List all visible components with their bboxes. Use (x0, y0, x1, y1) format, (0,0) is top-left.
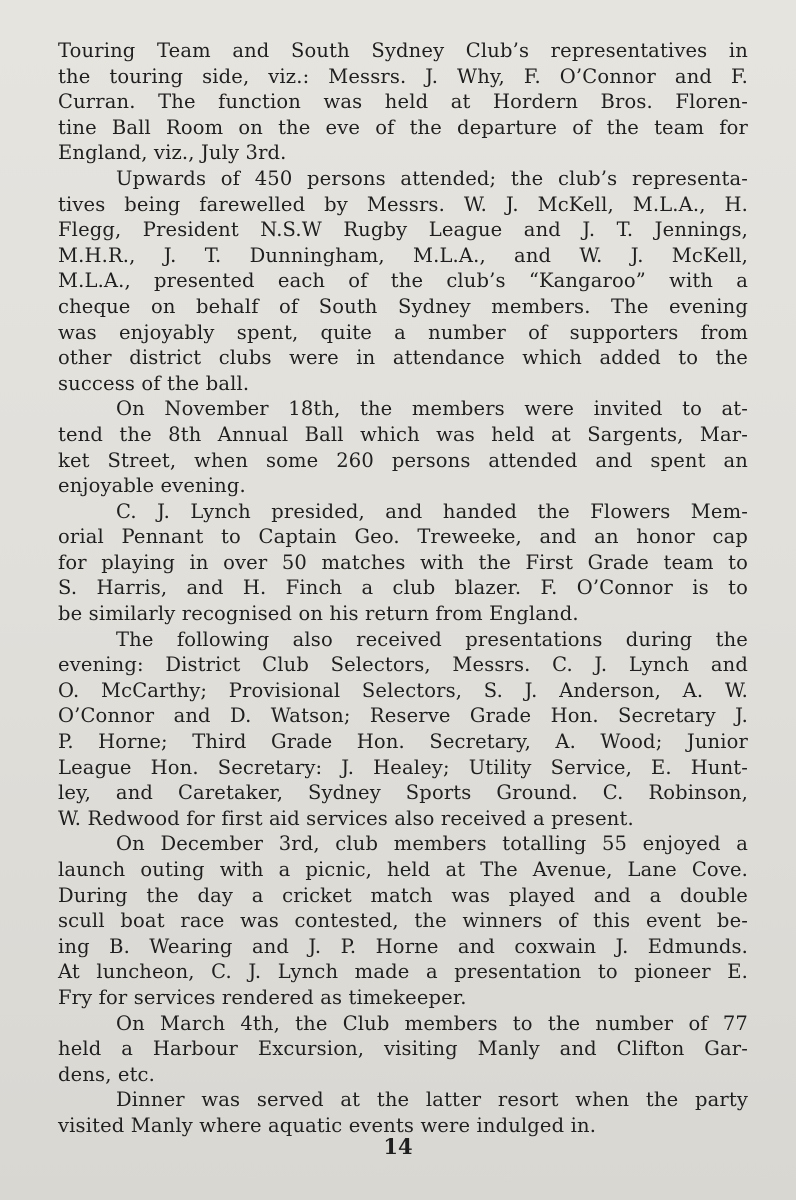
text-line: Touring Team and South Sydney Club’s representatives in (58, 39, 748, 62)
text-line: On March 4th, the Club members to the number of 77 (116, 1011, 748, 1035)
text-line: Curran. The function was held at Hordern Bros. Floren- (58, 90, 748, 114)
text-line: Fry for services rendered as timekeeper. (58, 985, 467, 1009)
text-line: O. McCarthy; Provisional Selectors, S. J. Anderson, A. W. (58, 678, 748, 702)
text-line: M.L.A., presented each of the club’s “Kangaroo” with a (58, 269, 748, 293)
text-line: other district clubs were in attendance which added to the (58, 346, 748, 370)
text-line: dens, etc. (58, 1062, 155, 1086)
text-line: ket Street, when some 260 persons attended and spent an (58, 448, 748, 472)
text-line: visited Manly where aquatic events were indulged in. (58, 1113, 597, 1137)
text-line: On December 3rd, club members totalling 55 enjoyed a (116, 832, 748, 856)
text-line: O’Connor and D. Watson; Reserve Grade Hon. Secretary J. (58, 704, 748, 728)
text-line: Upwards of 450 persons attended; the club’s representa- (116, 166, 748, 190)
text-line: England, viz., July 3rd. (58, 141, 287, 165)
text-line: League Hon. Secretary: J. Healey; Utility Service, E. Hunt- (58, 755, 748, 779)
text-line: evening: District Club Selectors, Messrs. C. J. Lynch and (58, 653, 748, 677)
text-line: for playing in over 50 matches with the First Grade team to (58, 550, 748, 574)
text-line: The following also received presentations during the (116, 627, 748, 651)
text-line: the touring side, viz.: Messrs. J. Why, F. O’Connor and F. (58, 64, 748, 88)
text-line: success of the ball. (58, 371, 250, 395)
body-text (58, 38, 748, 1139)
text-line: tend the 8th Annual Ball which was held at Sargents, Mar- (58, 422, 748, 446)
page-number: 14 (383, 1134, 413, 1159)
text-line: At luncheon, C. J. Lynch made a presentation to pioneer E. (58, 960, 748, 984)
text-line: ing B. Wearing and J. P. Horne and coxwain J. Edmunds. (58, 934, 748, 958)
text-line: M.H.R., J. T. Dunningham, M.L.A., and W. J. McKell, (58, 243, 748, 267)
text-line: On November 18th, the members were invited to at- (116, 397, 748, 421)
text-line: orial Pennant to Captain Geo. Treweeke, and an honor cap (58, 525, 748, 549)
text-line: Dinner was served at the latter resort when the party (116, 1088, 748, 1112)
text-line: W. Redwood for first aid services also received a present. (58, 806, 634, 830)
text-line: C. J. Lynch presided, and handed the Flowers Mem- (116, 499, 748, 523)
text-line: launch outing with a picnic, held at The Avenue, Lane Cove. (58, 858, 748, 881)
text-line: ley, and Caretaker, Sydney Sports Ground. C. Robinson, (58, 781, 748, 805)
text-line: tives being farewelled by Messrs. W. J. McKell, M.L.A., H. (58, 192, 748, 216)
text-line: During the day a cricket match was played and a double (58, 883, 748, 907)
text-line: S. Harris, and H. Finch a club blazer. F. O’Connor is to (58, 576, 748, 600)
text-line: cheque on behalf of South Sydney members. The evening (58, 294, 748, 318)
text-line: enjoyable evening. (58, 474, 246, 498)
text-line: held a Harbour Excursion, visiting Manly and Clifton Gar- (58, 1037, 748, 1061)
text-line: Flegg, President N.S.W Rugby League and J. T. Jennings, (58, 218, 748, 242)
text-line: scull boat race was contested, the winners of this event be- (58, 909, 748, 933)
text-line: P. Horne; Third Grade Hon. Secretary, A. Wood; Junior (58, 730, 748, 754)
text-line: was enjoyably spent, quite a number of supporters from (58, 320, 748, 344)
text-line: be similarly recognised on his return from England. (58, 602, 579, 626)
text-line: tine Ball Room on the eve of the departure of the team for (58, 115, 748, 139)
